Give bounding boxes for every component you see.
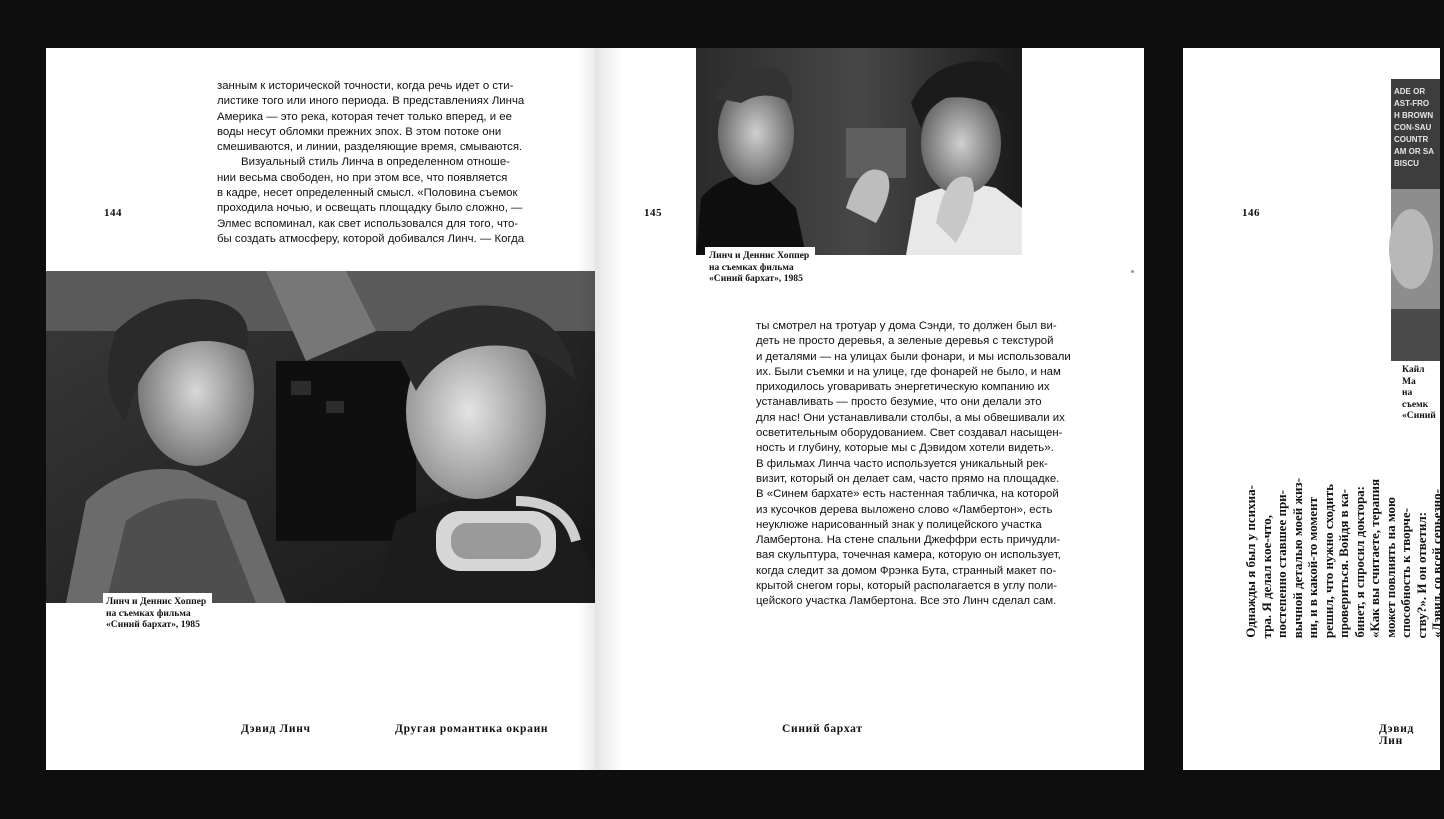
text-line: бы создать атмосферу, которой добивался Линч. — Когда [217,232,525,245]
sign-line: ADE OR [1394,87,1426,96]
caption-line: на съемках фильма [709,261,794,273]
text-line: нии весьма свободен, но при этом все, что появляется [217,171,508,184]
quote-line: решил, что нужно сходить [1320,483,1336,638]
sign-line: AM OR SA [1394,147,1434,156]
text-line: деть не просто деревья, а зеленые деревья с текстурой [756,335,1054,348]
text-line: листике того или иного периода. В представлениях Линча [217,95,525,108]
caption-line: «Синий бархат», 1985 [106,619,200,630]
photo-caption [1399,363,1440,422]
page-number: 146 [1242,207,1260,219]
vertical-quote [1243,428,1443,638]
text-line: в кадре, несет определенный смысл. «Половина съемок [217,187,518,200]
body-text [756,319,1071,610]
quote-line: ни, и в какой-то момент [1305,496,1320,638]
sign-line: COUNTR [1394,135,1429,144]
running-footer-title: Синий бархат [782,723,863,735]
quote-line: тра. Я делал кое-что, [1258,514,1274,638]
caption-line: Линч и Деннис Хоппер [106,596,207,607]
text-line: В «Синем бархате» есть настенная табличка, на которой [756,488,1059,501]
registration-mark [1131,270,1134,273]
text-line: приходилось уговаривать энергетическую компанию их [756,381,1050,394]
caption-line: «Синий [1402,410,1436,421]
quote-line: бинет, я спросил доктора: [1351,486,1367,638]
photo-caption [705,247,815,287]
page-144 [46,48,595,770]
caption-line: «Синий бархат», 1985 [709,273,803,284]
text-line: их. Были съемки и на улице, где фонарей не было, и нам [756,365,1061,378]
running-footer-author: Дэвид Лин [1379,723,1415,747]
text-line: осветительным оборудованием. Свет создавал насыщен- [756,427,1063,440]
text-line: для нас! Они устанавливали столбы, а мы обвешивали их [756,411,1065,424]
text-line: и деталями — на улицах были фонари, и мы использовали [756,350,1071,363]
text-line: проходила ночью, и освещать площадку было сложно, — [217,202,523,215]
text-line: визит, который он делает сам, часто прямо на площадке. [756,472,1060,485]
page-number: 145 [644,207,662,219]
page-146 [1183,48,1444,770]
text-line: Визуальный стиль Линча в определенном отноше- [241,156,510,169]
quote-line: провериться. Войдя в ка- [1336,489,1351,638]
text-line: когда следит за домом Фрэнка Бута, странный макет по- [756,564,1057,577]
text-line: неуклюже нарисованный знак у полицейского участка [756,518,1042,531]
photo-caption [103,593,212,633]
text-line: смешиваются, и линии, разделяющие время, смываются. [217,141,523,154]
caption-line: на съемк [1402,387,1429,410]
text-line: ность и глубину, которые мы с Дэвидом хотели видеть». [756,442,1054,455]
text-line: ты смотрел на тротуар у дома Сэнди, то должен был ви- [756,320,1057,332]
text-line: из кусочков дерева выложено слово «Ламбертон», есть [756,503,1053,516]
running-footer-chapter: Другая романтика окраин [395,723,549,735]
text-line: Ламбертона. На стене спальни Джеффри есть причудли- [756,534,1061,547]
caption-line: Кайл Ма [1402,364,1425,387]
quote-line: вычной деталью моей жиз- [1289,477,1305,638]
caption-line: на съемках фильма [106,607,191,619]
text-line: Элмес вспоминал, как свет использовался для того, что- [217,217,519,230]
quote-line: может повлиять на мою [1382,497,1398,638]
sign-line: BISCU [1394,159,1419,168]
page-145 [595,48,1144,770]
quote-line: постепенно ставшее при- [1274,489,1289,638]
sign-line: CON-SAU [1394,123,1432,132]
photo-lynch-hopper-large [46,271,595,603]
text-line: цейского участка Ламбертона. Все это Линч сделал сам. [756,595,1057,608]
sign-line: H BROWN [1394,111,1434,120]
text-line: крытой снегом горы, который располагается в углу поли- [756,580,1058,593]
text-line: воды несут обломки прежних эпох. В этом потоке они [217,125,502,138]
sign-line: AST-FRO [1394,99,1430,108]
caption-line: Линч и Деннис Хоппер [709,250,810,261]
quote-line: способность к творче- [1398,508,1413,638]
text-line: вая скульптура, точечная камера, которую он использует, [756,549,1061,562]
text-line: В фильмах Линча часто используется уникальный рек- [756,457,1048,470]
quote-line: «Как вы считаете, терапия [1367,479,1382,638]
text-line: устанавливать — просто безумие, что они делали это [756,396,1042,409]
page-number: 144 [104,207,122,219]
running-footer-author: Дэвид Линч [241,723,311,735]
text-line: занным к исторической точности, когда речь идет о сти- [217,80,514,92]
quote-line: ству?». И он ответил: [1413,511,1429,638]
photo-lynch-hopper-small [696,48,1022,255]
text-line: Америка — это река, которая течет только вперед, и ее [217,110,512,123]
quote-line: Однажды я был у психиа- [1243,485,1258,638]
body-text [217,79,524,247]
photo-sign-text [1394,86,1440,170]
quote-line: «Дэвид, со всей серьезно- [1429,489,1444,638]
